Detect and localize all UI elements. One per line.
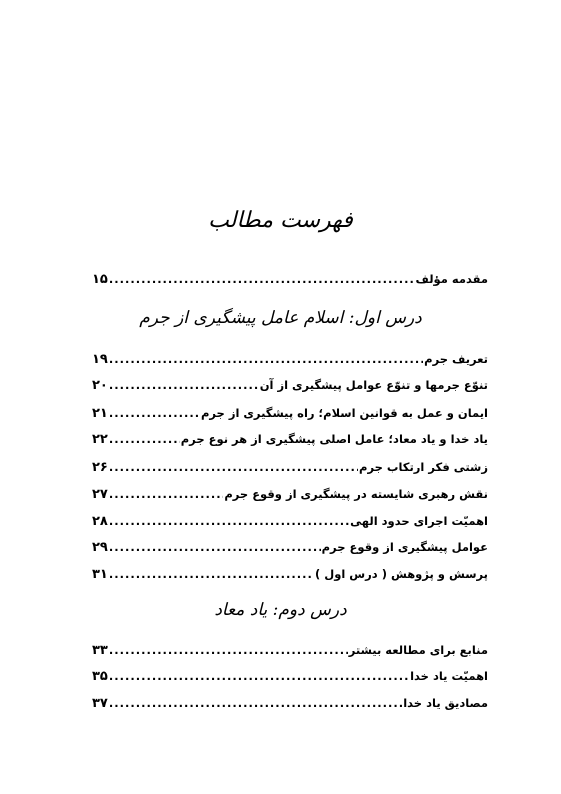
dot-leader	[109, 376, 259, 394]
toc-entry-label: پرسش و پژوهش ( درس اول )	[314, 567, 488, 581]
dot-leader	[109, 270, 415, 288]
toc-entry-label: یاد خدا و یاد معاد؛ عامل اصلی پیشگیری از هر نوع جرم	[180, 432, 488, 446]
lesson-1-heading: درس اول: اسلام عامل پیشگیری از جرم	[139, 308, 422, 328]
toc-entry-page: ۲۸	[92, 514, 108, 529]
dot-leader	[109, 485, 223, 503]
toc-entry-label: مصادیق یاد خدا	[403, 696, 488, 710]
toc-entry-page: ۳۷	[92, 696, 108, 711]
dot-leader	[109, 538, 321, 556]
toc-entry[interactable]	[92, 512, 488, 530]
toc-entry-label: مقدمه مؤلف	[415, 272, 488, 286]
toc-entry-page: ۲۹	[92, 540, 108, 555]
toc-entry-page: ۳۵	[92, 669, 108, 684]
toc-entry-page: ۲۲	[92, 432, 108, 447]
toc-entry[interactable]	[92, 458, 488, 476]
toc-entry[interactable]	[92, 485, 488, 503]
toc-entry[interactable]	[92, 641, 488, 659]
toc-entry-label: اهمیّت یاد خدا	[410, 669, 488, 683]
toc-entry-page: ۱۹	[92, 352, 108, 367]
dot-leader	[109, 430, 180, 448]
toc-entry[interactable]	[92, 350, 488, 368]
toc-entry-label: زشتی فکر ارتکاب جرم	[359, 460, 488, 474]
toc-entry-label: منابع برای مطالعه بیشتر	[348, 643, 488, 657]
toc-entry[interactable]	[92, 376, 488, 394]
toc-entry-page: ۳۱	[92, 567, 108, 582]
toc-entry-intro[interactable]	[92, 270, 488, 288]
toc-entry-page: ۳۳	[92, 643, 108, 658]
toc-entry-page: ۲۱	[92, 406, 108, 421]
toc-entry-label: اهمیّت اجرای حدود الهی	[350, 514, 488, 528]
toc-entry-page: ۲۶	[92, 460, 108, 475]
toc-entry-label: تنوّع جرمها و تنوّع عوامل پیشگیری از آن	[259, 378, 488, 392]
dot-leader	[109, 404, 200, 422]
lesson-2-heading: درس دوم: یاد معاد	[214, 600, 347, 620]
toc-entry-page: ۲۰	[92, 378, 108, 393]
toc-entry-page: ۲۷	[92, 487, 108, 502]
toc-entry-label: عوامل پیشگیری از وقوع جرم	[321, 540, 488, 554]
dot-leader	[109, 667, 409, 685]
toc-entry[interactable]	[92, 538, 488, 556]
toc-entry-page: ۱۵	[92, 272, 108, 287]
dot-leader	[109, 350, 423, 368]
dot-leader	[109, 565, 314, 583]
toc-entry[interactable]	[92, 565, 488, 583]
dot-leader	[109, 641, 348, 659]
toc-entry-label: نقش رهبری شایسته در پیشگیری از وقوع جرم	[224, 487, 488, 501]
toc-entry-label: ایمان و عمل به قوانین اسلام؛ راه پیشگیری از جرم	[200, 406, 488, 420]
toc-entry[interactable]	[92, 694, 488, 712]
toc-entry[interactable]	[92, 667, 488, 685]
dot-leader	[109, 694, 402, 712]
dot-leader	[109, 458, 358, 476]
dot-leader	[109, 512, 349, 530]
toc-entry[interactable]	[92, 404, 488, 422]
toc-entry-label: تعریف جرم	[424, 352, 488, 366]
toc-entry[interactable]	[92, 430, 488, 448]
page-title: فهرست مطالب	[208, 208, 353, 233]
